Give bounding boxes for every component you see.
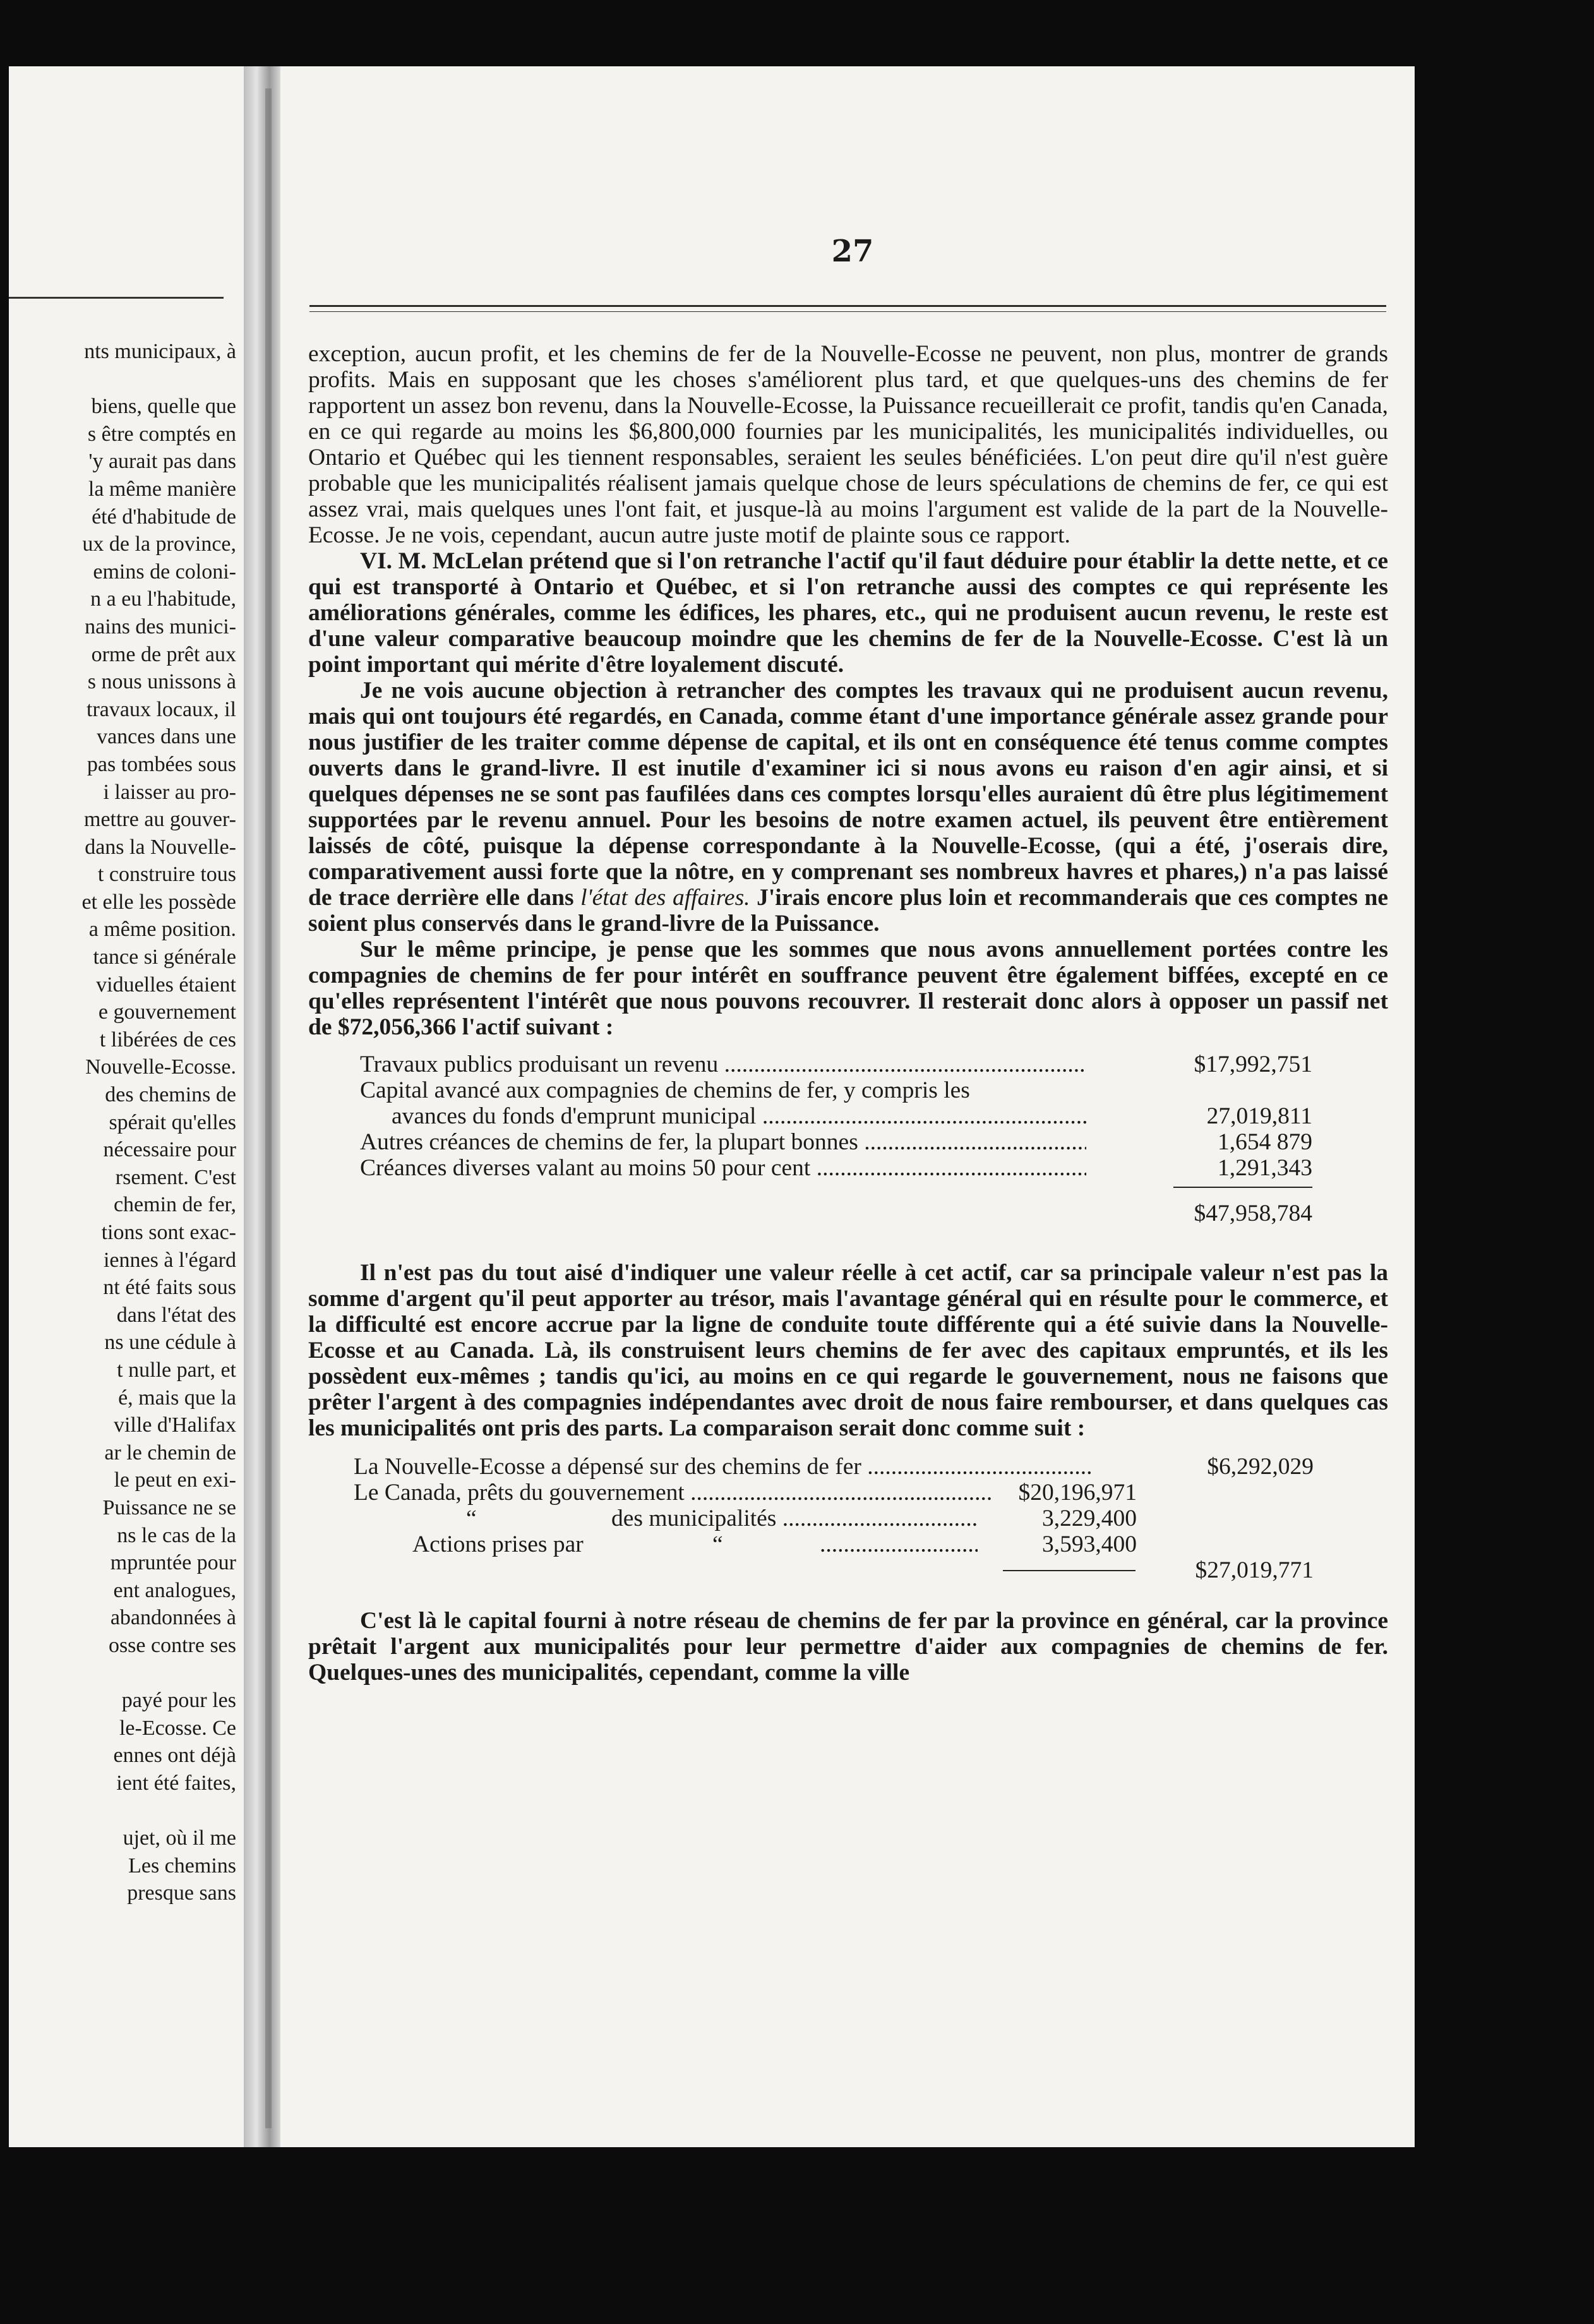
left-page-line: mettre au gouver- xyxy=(84,808,236,832)
left-page-line: le-Ecosse. Ce xyxy=(119,1716,236,1740)
left-page-line: e gouvernement xyxy=(98,1000,236,1024)
paragraph-3 xyxy=(308,678,1388,937)
left-page-line: Les chemins xyxy=(128,1854,236,1878)
assets-row-4-label: Créances diverses valant au moins 50 pour cent ..... xyxy=(360,1155,1086,1181)
left-page-line: n a eu l'habitude, xyxy=(90,587,236,611)
assets-row-3 xyxy=(308,1129,1388,1155)
comparison-row-1-label: La Nouvelle-Ecosse a dépensé sur des chemins de fer ..... xyxy=(354,1454,1091,1480)
left-page-line: payé pour les xyxy=(121,1689,236,1713)
assets-row-3-amount: 1,654 879 xyxy=(1218,1129,1312,1155)
left-page-line: i laisser au pro- xyxy=(103,780,236,804)
left-page-line: et elle les possède xyxy=(81,890,236,914)
left-page-lines xyxy=(9,338,236,1907)
left-page-line: emins de coloni- xyxy=(93,560,236,584)
assets-row-2b xyxy=(308,1103,1388,1129)
comparison-row-4-leader xyxy=(820,1531,978,1557)
comparison-row-2-amount: $20,196,971 xyxy=(1018,1480,1137,1506)
left-page-line: dans l'état des xyxy=(116,1303,236,1327)
gutter-shadow xyxy=(265,88,272,2128)
left-header-rule xyxy=(9,297,224,299)
comparison-row-3-label: des municipalités ..... xyxy=(611,1506,978,1531)
left-page-line: le peut en exi- xyxy=(114,1468,236,1492)
comparison-row-4-amount: 3,593,400 xyxy=(1042,1531,1137,1557)
left-page-line: nécessaire pour xyxy=(103,1138,236,1162)
paragraph-3-end: J'irais encore plus loin et recommanderais que ces comptes ne soient plus conservés dans le grand-livre de la Puissance. xyxy=(308,885,1388,937)
left-page-line: ient été faites, xyxy=(116,1771,236,1795)
comparison-row-2-label: Le Canada, prêts du gouvernement ..... xyxy=(354,1480,992,1506)
left-page-line: chemin de fer, xyxy=(113,1193,236,1217)
scan-border-right xyxy=(1415,0,1594,2324)
left-page-line xyxy=(9,1797,236,1824)
assets-row-2-label: Capital avancé aux compagnies de chemins de fer, y compris les xyxy=(360,1077,970,1103)
comparison-row-3 xyxy=(308,1506,1388,1531)
paragraph-2 xyxy=(308,548,1388,678)
scan-border-top xyxy=(0,0,1594,66)
paragraph-1: exception, aucun profit, et les chemins de fer de la Nouvelle-Ecosse ne peuvent, non plus, montrer de grands profits. Mais en supposant que les choses s'améliorent plus tard, et que quelques-uns des chemins de fer rapportent un assez bon revenu, dans la Nouvelle-Ecosse, la Puissance recueillerait ce profit, tandis qu'en Canada, en ce qui regarde au moins les $6,800,000 fournies par les municipalités, les municipalités individuelles, ou Ontario et Québec qui les tiennent responsables, seraient les seules bénéficiées. L'on peut dire qu'il n'est guère probable que les municipalités réalisent jamais quelque chose de leurs spéculations de chemins de fer, ce qui est assez vrai, mais quelques unes l'ont fait, et jusque-là au moins l'argument est valide de la part de la Nouvelle-Ecosse. Je ne vois, cependant, aucun autre juste motif de plainte sous ce rapport. xyxy=(308,341,1388,548)
assets-total-amount: $47,958,784 xyxy=(1194,1201,1312,1226)
left-page-line: des chemins de xyxy=(105,1083,236,1107)
left-page-line: osse contre ses xyxy=(108,1633,236,1657)
left-page-line: t nulle part, et xyxy=(117,1358,236,1382)
left-page-line: nt été faits sous xyxy=(103,1276,236,1300)
left-page-line: ar le chemin de xyxy=(104,1441,236,1464)
left-page-line: tions sont exac- xyxy=(101,1221,236,1244)
assets-total-row xyxy=(308,1201,1388,1226)
left-page-line: ux de la province, xyxy=(82,532,236,556)
assets-row-4-amount: 1,291,343 xyxy=(1218,1155,1312,1181)
left-page-line: Puissance ne se xyxy=(102,1495,236,1519)
left-page-line: iennes à l'égard xyxy=(103,1248,236,1272)
paragraph-6 xyxy=(308,1608,1388,1686)
assets-row-2-amount: 27,019,811 xyxy=(1206,1103,1312,1129)
left-page-line: biens, quelle que xyxy=(91,395,236,419)
assets-row-1 xyxy=(308,1051,1388,1077)
header-rule xyxy=(309,305,1386,307)
left-page-line: t construire tous xyxy=(97,863,236,887)
assets-row-2 xyxy=(308,1077,1388,1103)
left-page-line: ns le cas de la xyxy=(117,1523,236,1547)
left-page-line: tance si générale xyxy=(93,945,236,969)
left-page-line: orme de prêt aux xyxy=(91,642,236,666)
comparison-total-row xyxy=(308,1557,1388,1583)
left-page-line: ujet, où il me xyxy=(123,1826,236,1850)
left-page-line: abandonnées à xyxy=(110,1606,236,1630)
left-page-line: mpruntée pour xyxy=(110,1551,236,1575)
paragraph-4 xyxy=(308,937,1388,1040)
left-page-line: t libérées de ces xyxy=(99,1027,236,1051)
comparison-row-3-amount: 3,229,400 xyxy=(1042,1506,1137,1531)
left-page-line: ville d'Halifax xyxy=(113,1413,236,1437)
paragraph-3-text: Je ne vois aucune objection à retrancher des comptes les travaux qui ne produisent aucun revenu, mais qui ont toujours été regardés, en Canada, comme étant d'une importance générale assez grande pour nous justifier de les traiter comme dépense de capital, et ils ont en conséquence été tenus comme comptes ouverts dans le grand-livre. Il est inutile d'examiner ici si nous avons eu raison d'en agir ainsi, et si quelques dépenses ne se sont pas faufilées dans ces comptes lorsqu'elles auraient dû être plus légitimement supportées par le revenu annuel. Pour les besoins de notre examen actuel, ils peuvent être entièrement laissés de côté, puisque la dépense correspondante à la Nouvelle-Ecosse, (qui a été, j'oserais dire, comparativement aussi forte que la nôtre, en y comprenant ses nombreux havres et phares,) n'a pas laissé de trace derrière elle dans xyxy=(308,678,1388,911)
comparison-table xyxy=(308,1454,1388,1600)
assets-table xyxy=(308,1051,1388,1250)
comparison-row-1 xyxy=(308,1454,1388,1480)
paragraph-3-italic: l'état des affaires. xyxy=(580,885,750,911)
paragraph-4-text: Sur le même principe, je pense que les sommes que nous avons annuellement portées contre les compagnies de chemins de fer pour intérêt en souffrance peuvent être également biffées, excepté en ce qu'elles représentent l'intérêt que nous pouvons recouvrer. Il resterait donc alors à opposer un passif net de $72,056,366 l'actif suivant : xyxy=(308,937,1388,1040)
assets-row-1-label: Travaux publics produisant un revenu ..... xyxy=(360,1051,1086,1077)
assets-row-4 xyxy=(308,1155,1388,1181)
paragraph-5 xyxy=(308,1260,1388,1441)
assets-total-rule xyxy=(1173,1187,1312,1188)
assets-row-1-amount: $17,992,751 xyxy=(1194,1051,1312,1077)
main-text-column xyxy=(308,341,1388,1686)
left-page-line: ns une cédule à xyxy=(104,1331,236,1355)
left-page-line xyxy=(9,366,236,393)
left-page-line: s être comptés en xyxy=(87,422,236,446)
left-page-line: Nouvelle-Ecosse. xyxy=(85,1055,236,1079)
left-page-line: nts municipaux, à xyxy=(84,340,236,363)
left-page-line: 'y aurait pas dans xyxy=(88,450,236,474)
left-page-line: travaux locaux, il xyxy=(87,697,236,721)
left-page-line: spérait qu'elles xyxy=(109,1110,236,1134)
left-page-line: rsement. C'est xyxy=(115,1165,236,1189)
left-page-line: é, mais que la xyxy=(118,1386,236,1410)
assets-row-2-label-cont: avances du fonds d'emprunt municipal ..... xyxy=(392,1103,1086,1129)
header-rule-thin xyxy=(309,311,1386,312)
left-page-line: presque sans xyxy=(127,1881,236,1905)
page-number: 27 xyxy=(831,234,874,269)
left-page-line: été d'habitude de xyxy=(92,505,236,529)
left-page-line: nains des munici- xyxy=(85,614,236,638)
scan-border-left xyxy=(0,0,9,2324)
paragraph-2-text: VI. M. McLelan prétend que si l'on retranche l'actif qu'il faut déduire pour établir la dette nette, et ce qui est transporté à Ontario et Québec, et si l'on retranche aussi des comptes ce qui représente les améliorations générales, comme les édifices, les phares, etc., qui ne produisent aucun revenu, le reste est d'une valeur comparative beaucoup moindre que les chemins de fer de la Nouvelle-Ecosse. C'est là un point important qui mérite d'être loyalement discuté. xyxy=(308,548,1388,678)
left-page-line: viduelles étaient xyxy=(96,973,236,997)
scan-border-bottom xyxy=(0,2147,1594,2324)
comparison-total-amount: $27,019,771 xyxy=(1195,1557,1314,1583)
assets-row-3-label: Autres créances de chemins de fer, la plupart bonnes ..... xyxy=(360,1129,1086,1155)
left-page-line: a même position. xyxy=(88,918,236,942)
comparison-row-3-ditto: “ xyxy=(466,1506,477,1531)
left-facing-page xyxy=(9,66,244,2147)
comparison-row-2 xyxy=(308,1480,1388,1506)
comparison-row-4-label: Actions prises par xyxy=(412,1531,584,1557)
left-page-line xyxy=(9,1660,236,1687)
left-page-line: s nous unissons à xyxy=(87,670,236,694)
left-page-line: ent analogues, xyxy=(113,1578,236,1602)
left-page-line: ennes ont déjà xyxy=(113,1744,236,1768)
paragraph-6-text: C'est là le capital fourni à notre réseau de chemins de fer par la province en général, car la province prêtait l'argent aux municipalités pour leur permettre d'aider aux compagnies de chemins de fer. Quelques-unes des municipalités, cependant, comme la ville xyxy=(308,1608,1388,1686)
left-page-line: la même manière xyxy=(88,477,236,501)
paragraph-5-text: Il n'est pas du tout aisé d'indiquer une valeur réelle à cet actif, car sa principale valeur n'est pas la somme d'argent qu'il peut apporter au trésor, mais l'avantage général qui en résulte pour le commerce, et la difficulté est encore accrue par la ligne de conduite toute différente qui a été suivie dans la Nouvelle-Ecosse et au Canada. Là, ils construisent leurs chemins de fer avec des capitaux empruntés, et ils les possèdent eux-mêmes ; tandis qu'ici, au moins en ce qui regarde le gouvernement, nous ne faisons que prêter l'argent à des compagnies indépendantes avec droit de nous faire rembourser, et dans quelques cas les municipalités ont pris des parts. La comparaison serait donc comme suit : xyxy=(308,1260,1388,1441)
left-page-line: pas tombées sous xyxy=(87,752,236,776)
comparison-row-1-amount: $6,292,029 xyxy=(1207,1454,1314,1480)
book-gutter xyxy=(244,66,280,2147)
left-page-line: dans la Nouvelle- xyxy=(85,835,236,859)
comparison-row-4 xyxy=(308,1531,1388,1557)
left-page-line: vances dans une xyxy=(97,725,236,749)
comparison-row-4-ditto: “ xyxy=(712,1531,723,1557)
